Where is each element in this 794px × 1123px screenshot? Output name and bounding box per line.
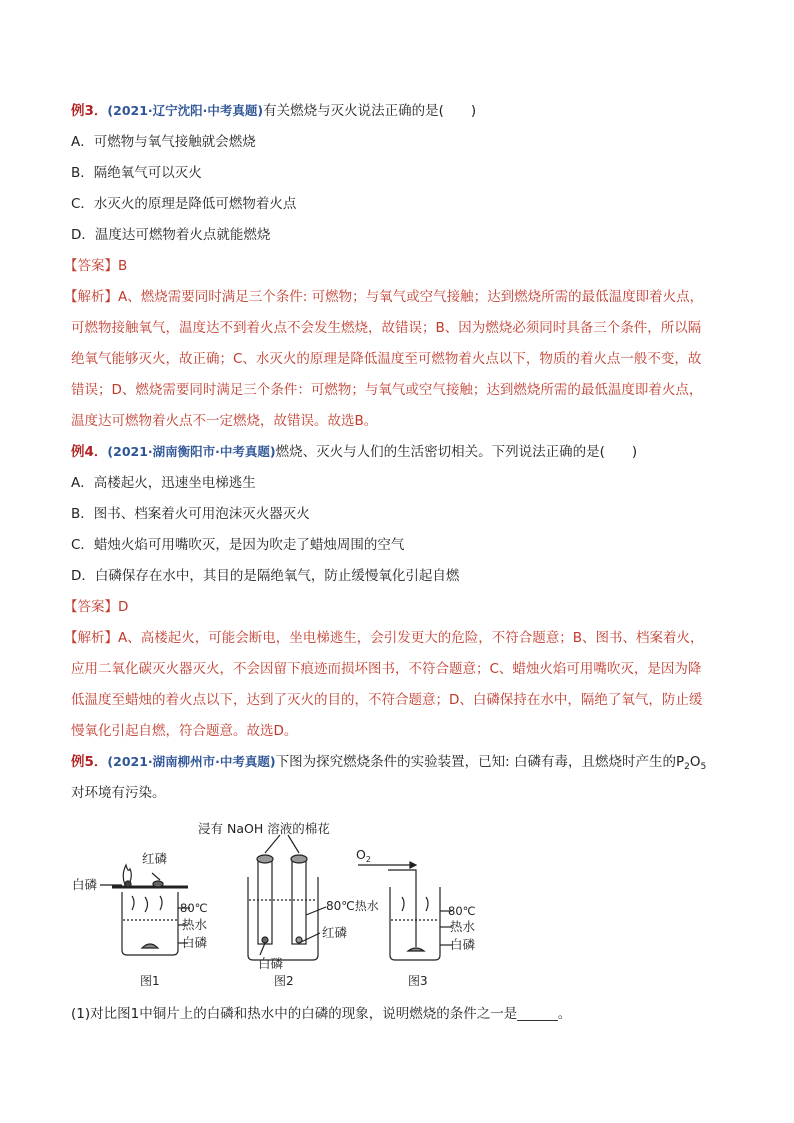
experiment-diagram [70,815,490,990]
arrow-head [410,862,416,868]
submerged-white-phosphorus [142,944,158,948]
ex4-answer-line [64,597,719,617]
fig1-red-p-label: 红磷 [142,851,168,866]
leader-line [306,907,326,915]
ex5-prefix: 例5． [71,754,108,770]
cotton-left [257,855,273,863]
steam-lines [132,896,162,912]
ex4-stem: 燃烧、灭火与人们的生活密切相关。下列说法正确的是( ) [275,444,638,460]
ex3-stem-line [71,101,726,121]
fig2-white-p-label: 白磷 [258,956,284,971]
fig3-80c-label: 80℃ [448,904,476,918]
ex3-option-c: C．水灭火的原理是降低可燃物着火点 [71,196,297,212]
leader-line [265,835,280,853]
ex4-answer-tag: 【答案】 [64,599,118,615]
test-tube-left [258,859,272,944]
ex3-analysis-line-5: 温度达可燃物着火点不一定燃烧，故错误。故选B。 [71,413,378,429]
ex3-analysis-tag: 【解析】 [64,289,118,305]
ex5-question-1: (1)对比图1中铜片上的白磷和热水中的白磷的现象，说明燃烧的条件之一是______。 [71,1006,572,1022]
gas-tube [388,870,416,947]
ex5-stem-mid: O [689,754,701,770]
ex4-analysis-line-3: 低温度至蜡烛的着火点以下，达到了灭火的目的，不符合题意；D、白磷保持在水中，隔绝了氧气，防止缓 [71,692,703,708]
ex4-option-c: C．蜡烛火焰可用嘴吹灭，是因为吹走了蜡烛周围的空气 [71,537,405,553]
figure-1 [100,865,190,955]
ex3-analysis-line-4: 错误；D、燃烧需要同时满足三个条件：可燃物；与氧气或空气接触；达到燃烧所需的最低温度即着火点， [71,382,703,398]
ex3-source: (2021·辽宁沈阳·中考真题) [107,103,264,118]
ex4-analysis-tag: 【解析】 [64,630,118,646]
fig3-o2-o: O [356,847,366,862]
cotton-right [291,855,307,863]
ex3-option-a: A．可燃物与氧气接触就会燃烧 [71,134,256,150]
experiment-figure [70,815,490,990]
fig1-white-p-label: 白磷 [72,877,98,892]
ex3-analysis-line-3: 绝氧气能够灭火，故正确；C、水灭火的原理是降低温度至可燃物着火点以下，物质的着火点一般不变，故 [71,351,702,367]
ex5-source: (2021·湖南柳州市·中考真题) [107,754,276,769]
fig1-80c-label: 80℃ [180,901,208,915]
ex4-prefix: 例4． [71,444,108,460]
white-phosphorus-dot [125,881,131,887]
ex5-stem-a: 下图为探究燃烧条件的实验装置，已知: 白磷有毒，且燃烧时产生的P [275,754,685,770]
fig3-white-p-label: 白磷 [450,937,476,952]
fig1-caption: 图1 [140,974,160,988]
fig3-caption: 图3 [408,974,428,988]
red-phosphorus-dot [153,881,163,887]
test-tube-right [292,859,306,944]
ex3-answer-line [64,256,719,276]
ex4-option-b: B．图书、档案着火可用泡沫灭火器灭火 [71,506,310,522]
fig3-o2-sub: 2 [365,855,371,864]
ex5-stem-line-2: 对环境有污染。 [71,785,166,801]
ex4-stem-line [71,442,726,462]
ex3-option-d: D．温度达可燃物着火点就能燃烧 [71,227,271,243]
fig2-red-p-label: 红磷 [322,925,348,940]
ex3-answer-tag: 【答案】 [64,258,118,274]
steam-lines [402,897,428,911]
ex5-stem-sub1: 2 [684,762,690,772]
ex3-analysis-line-2: 可燃物接触氧气，温度达不到着火点不会发生燃烧，故错误；B、因为燃烧必须同时具备三个条件，所以隔 [71,320,702,336]
ex3-analysis-text-1: A、燃烧需要同时满足三个条件: 可燃物；与氧气或空气接触；达到燃烧所需的最低温度即着火点， [118,289,704,305]
ex3-stem: 有关燃烧与灭火说法正确的是( ) [263,103,477,119]
fig3-o2-label [356,847,371,864]
fig3-hot-water-label: 热水 [450,919,476,934]
fig2-caption: 图2 [274,974,294,988]
fig1-white-p-2-label: 白磷 [182,935,208,950]
ex3-option-b: B．隔绝氧气可以灭火 [71,165,202,181]
ex4-answer: D [118,599,129,615]
leader-line [288,835,299,853]
leader-line [299,933,320,943]
ex3-answer: B [118,258,128,274]
ex3-analysis-line-1 [64,287,719,307]
ex4-analysis-line-4: 慢氧化引起自燃，符合题意。故选D。 [71,723,298,739]
submerged-white-phosphorus [408,948,424,951]
ex4-analysis-line-1 [64,628,719,648]
ex4-option-a: A．高楼起火，迅速坐电梯逃生 [71,475,256,491]
fig2-80c-hot-water-label: 80℃热水 [326,899,379,913]
ex5-stem-sub2: 5 [700,762,707,772]
white-phosphorus-dot [262,937,268,943]
ex3-prefix: 例3． [71,103,108,119]
fig1-hot-water-label: 热水 [182,917,208,932]
ex4-option-d: D．白磷保存在水中，其目的是隔绝氧气，防止缓慢氧化引起自燃 [71,568,460,584]
fig2-cotton-label: 浸有 NaOH 溶液的棉花 [198,821,330,836]
ex4-analysis-text-1: A、高楼起火，可能会断电，坐电梯逃生，会引发更大的危险，不符合题意；B、图书、档案着火， [118,630,704,646]
ex5-stem-line [71,752,726,777]
ex4-source: (2021·湖南衡阳市·中考真题) [107,444,276,459]
leader-line [260,943,265,955]
figure-2 [248,835,326,960]
ex4-analysis-line-2: 应用二氧化碳灭火器灭火，不会因留下痕迹而损坏图书，不符合题意；C、蜡烛火焰可用嘴吹灭，是因为降 [71,661,702,677]
leader-line [152,873,160,880]
